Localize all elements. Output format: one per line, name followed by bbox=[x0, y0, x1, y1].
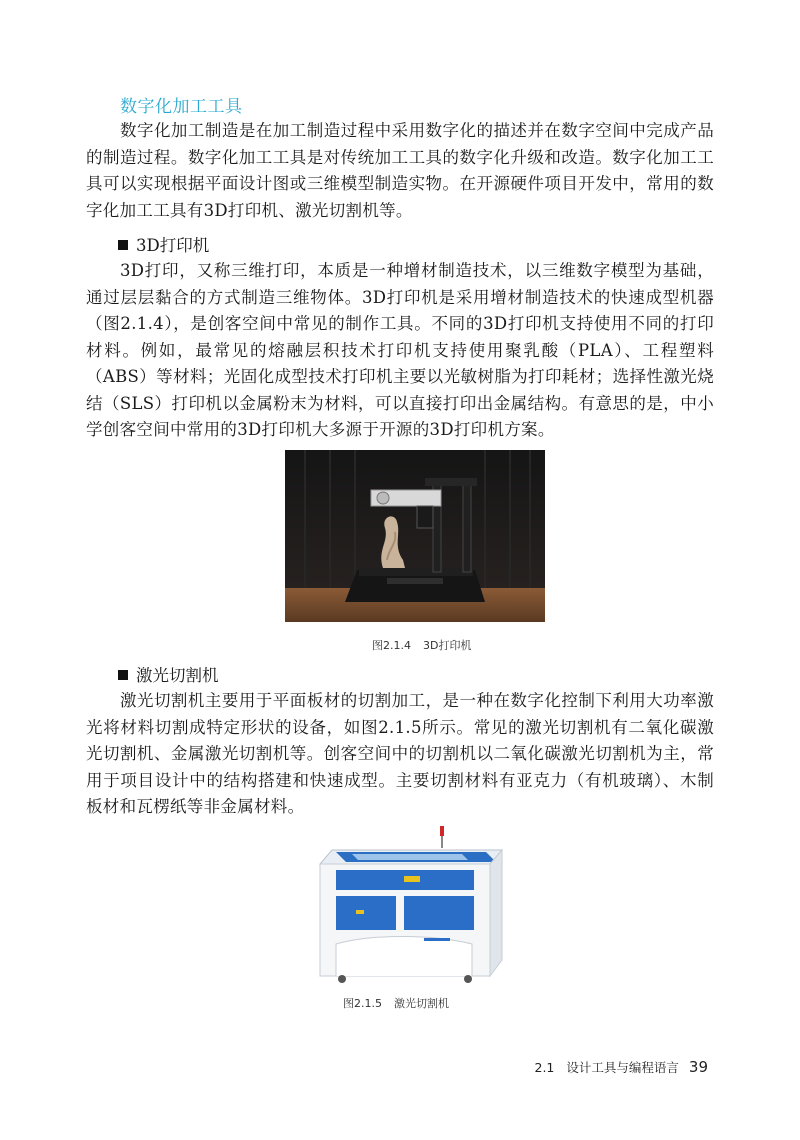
subheading-3d-printer-label: 3D打印机 bbox=[136, 236, 210, 255]
subheading-laser-cutter-label: 激光切割机 bbox=[136, 666, 219, 685]
figure-caption-3d-printer bbox=[372, 637, 471, 653]
bullet-square-icon bbox=[118, 670, 128, 680]
figure-3d-printer-photo bbox=[285, 450, 545, 622]
laser-cutter-illustration bbox=[312, 826, 510, 986]
bullet-square-icon bbox=[118, 240, 128, 250]
footer-section-title: 设计工具与编程语言 bbox=[566, 1060, 679, 1075]
figure-caption-laser-cutter bbox=[343, 995, 449, 1011]
footer-section-number: 2.1 bbox=[534, 1060, 555, 1075]
3d-printer-illustration bbox=[285, 450, 545, 622]
caption-title: 激光切割机 bbox=[394, 997, 449, 1010]
paragraph-digital-tools: 数字化加工制造是在加工制造过程中采用数字化的描述并在数字空间中完成产品的制造过程。数字化加工工具是对传统加工工具的数字化升级和改造。数字化加工工具可以实现根据平面设计图或三维模型制造实物。在开源硬件项目开发中，常用的数字化加工工具有3D打印机、激光切割机等。 bbox=[86, 121, 714, 220]
subheading-3d-printer bbox=[118, 232, 209, 256]
section-heading: 数字化加工工具 bbox=[120, 97, 243, 117]
page-number: 39 bbox=[688, 1058, 708, 1076]
caption-number: 图2.1.5 bbox=[343, 997, 382, 1010]
caption-number: 图2.1.4 bbox=[372, 639, 411, 652]
figure-laser-cutter-photo bbox=[312, 826, 510, 986]
caption-title: 3D打印机 bbox=[423, 639, 472, 652]
page-footer bbox=[535, 1058, 709, 1076]
subheading-laser-cutter bbox=[118, 662, 219, 686]
paragraph-laser-cutter: 激光切割机主要用于平面板材的切割加工，是一种在数字化控制下利用大功率激光将材料切割成特定形状的设备，如图2.1.5所示。常见的激光切割机有二氧化碳激光切割机、金属激光切割机等。创客空间中的切割机以二氧化碳激光切割机为主，常用于项目设计中的结构搭建和快速成型。主要切割材料有亚克力（有机玻璃）、木制板材和瓦楞纸等非金属材料。 bbox=[86, 691, 714, 816]
paragraph-3d-printing: 3D打印，又称三维打印，本质是一种增材制造技术，以三维数字模型为基础，通过层层黏合的方式制造三维物体。3D打印机是采用增材制造技术的快速成型机器（图2.1.4），是创客空间中常见的制作工具。不同的3D打印机支持使用不同的打印材料。例如，最常见的熔融层积技术打印机支持使用聚乳酸（PLA）、工程塑料（ABS）等材料；光固化成型技术打印机主要以光敏树脂为打印耗材；选择性激光烧结（SLS）打印机以金属粉末为材料，可以直接打印出金属结构。有意思的是，中小学创客空间中常用的3D打印机大多源于开源的3D打印机方案。 bbox=[86, 261, 714, 439]
